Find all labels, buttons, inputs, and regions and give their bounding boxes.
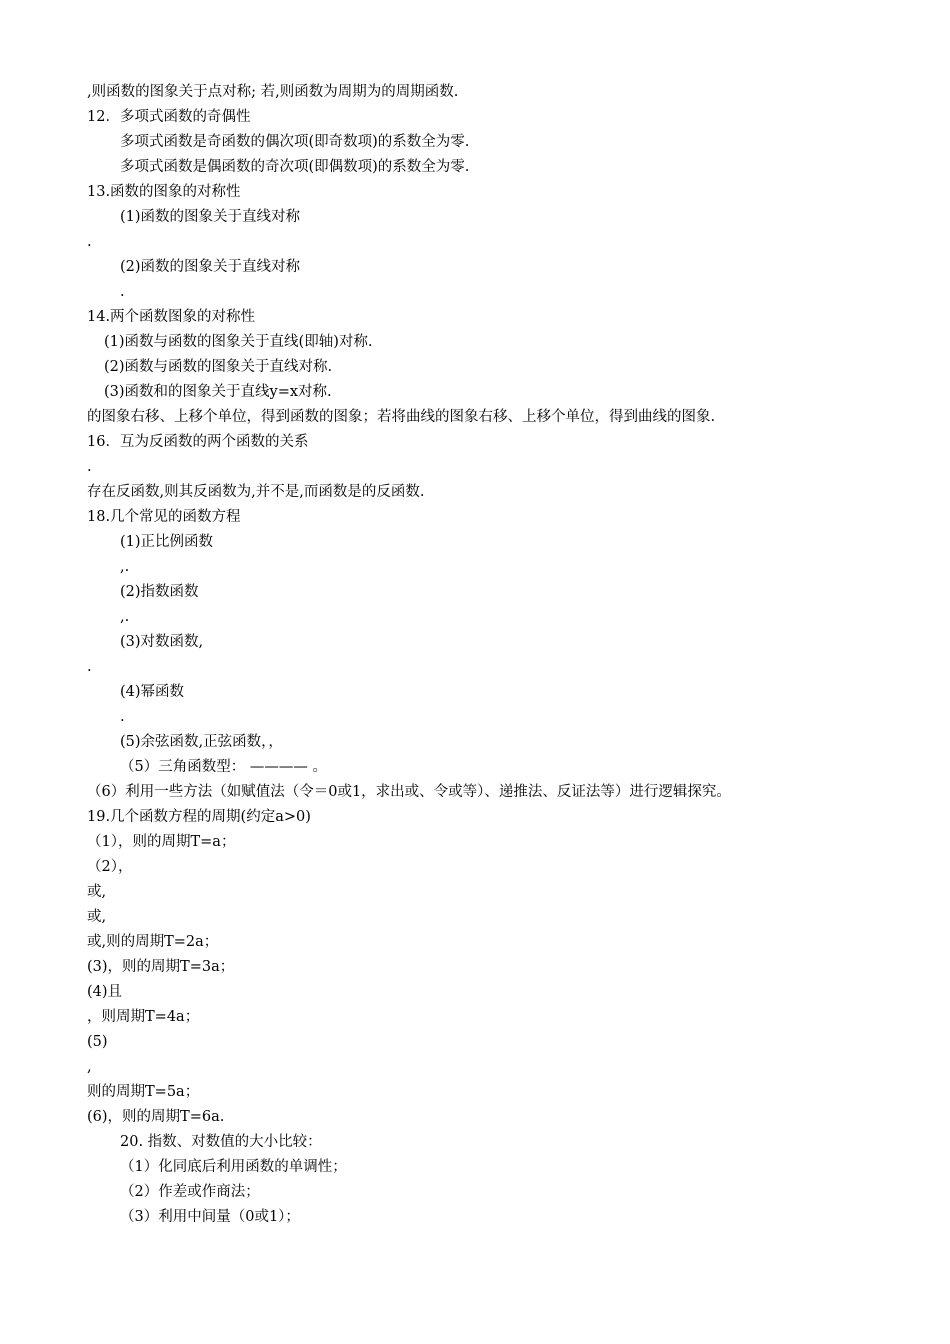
text-line: (3)，则的周期T=3a； (87, 959, 235, 975)
text-line: （2）， (87, 859, 133, 875)
text-line: (2)函数的图象关于直线对称 (120, 259, 301, 275)
text-line: 则的周期T=5a； (87, 1084, 200, 1100)
text-line: . (87, 659, 92, 675)
section-heading: 13.函数的图象的对称性 (87, 184, 241, 200)
text-line: (6)，则的周期T=6a. (87, 1109, 225, 1125)
text-line: , (87, 1059, 92, 1075)
text-line: (1)函数与函数的图象关于直线(即轴)对称. (104, 334, 373, 350)
section-heading: 19.几个函数方程的周期(约定a>0) (87, 809, 311, 825)
text-line: （6）利用一些方法（如赋值法（令＝0或1，求出或、令或等）、递推法、反证法等）进行逻辑探究。 (87, 784, 731, 800)
text-line: . (87, 234, 92, 250)
text-line: ,. (120, 609, 130, 625)
text-line: （3）利用中间量（0或1）； (120, 1209, 300, 1225)
text-line: (4)幂函数 (120, 684, 185, 700)
text-line: ,则函数的图象关于点对称; 若,则函数为周期为的周期函数. (87, 84, 459, 100)
section-heading: 14.两个函数图象的对称性 (87, 309, 256, 325)
text-line: （1）化同底后利用函数的单调性； (120, 1159, 347, 1175)
text-line: (3)函数和的图象关于直线y=x对称. (104, 384, 332, 400)
text-line: 或, (87, 909, 107, 925)
section-heading: 20. 指数、对数值的大小比较： (120, 1134, 322, 1150)
text-line: 多项式函数是偶函数的奇次项(即偶数项)的系数全为零. (120, 159, 470, 175)
text-line: (5) (87, 1034, 108, 1050)
text-line: 或,则的周期T=2a； (87, 934, 219, 950)
text-line: (3)对数函数, (120, 634, 204, 650)
text-line: (1)函数的图象关于直线对称 (120, 209, 301, 225)
text-line: . (120, 709, 125, 725)
text-line: 的图象右移、上移个单位，得到函数的图象；若将曲线的图象右移、上移个单位，得到曲线的图象. (87, 409, 716, 425)
text-line: . (120, 284, 125, 300)
text-line: 或, (87, 884, 107, 900)
text-line: （5）三角函数型： ———— 。 (120, 759, 327, 775)
text-line: ,. (120, 559, 130, 575)
text-line: 多项式函数是奇函数的偶次项(即奇数项)的系数全为零. (120, 134, 470, 150)
text-line: (5)余弦函数,正弦函数，， (120, 734, 283, 750)
text-line: 存在反函数,则其反函数为,并不是,而函数是的反函数. (87, 484, 425, 500)
text-line: ，则周期T=4a； (87, 1009, 200, 1025)
text-line: (2)函数与函数的图象关于直线对称. (104, 359, 333, 375)
text-line: （1），则的周期T=a； (87, 834, 236, 850)
section-heading: 18.几个常见的函数方程 (87, 509, 241, 525)
text-line: (2)指数函数 (120, 584, 199, 600)
text-line: . (87, 459, 92, 475)
text-line: (4)且 (87, 984, 123, 1000)
section-heading: 16．互为反函数的两个函数的关系 (87, 434, 309, 450)
text-line: (1)正比例函数 (120, 534, 214, 550)
text-line: （2）作差或作商法； (120, 1184, 260, 1200)
section-heading: 12．多项式函数的奇偶性 (87, 109, 251, 125)
